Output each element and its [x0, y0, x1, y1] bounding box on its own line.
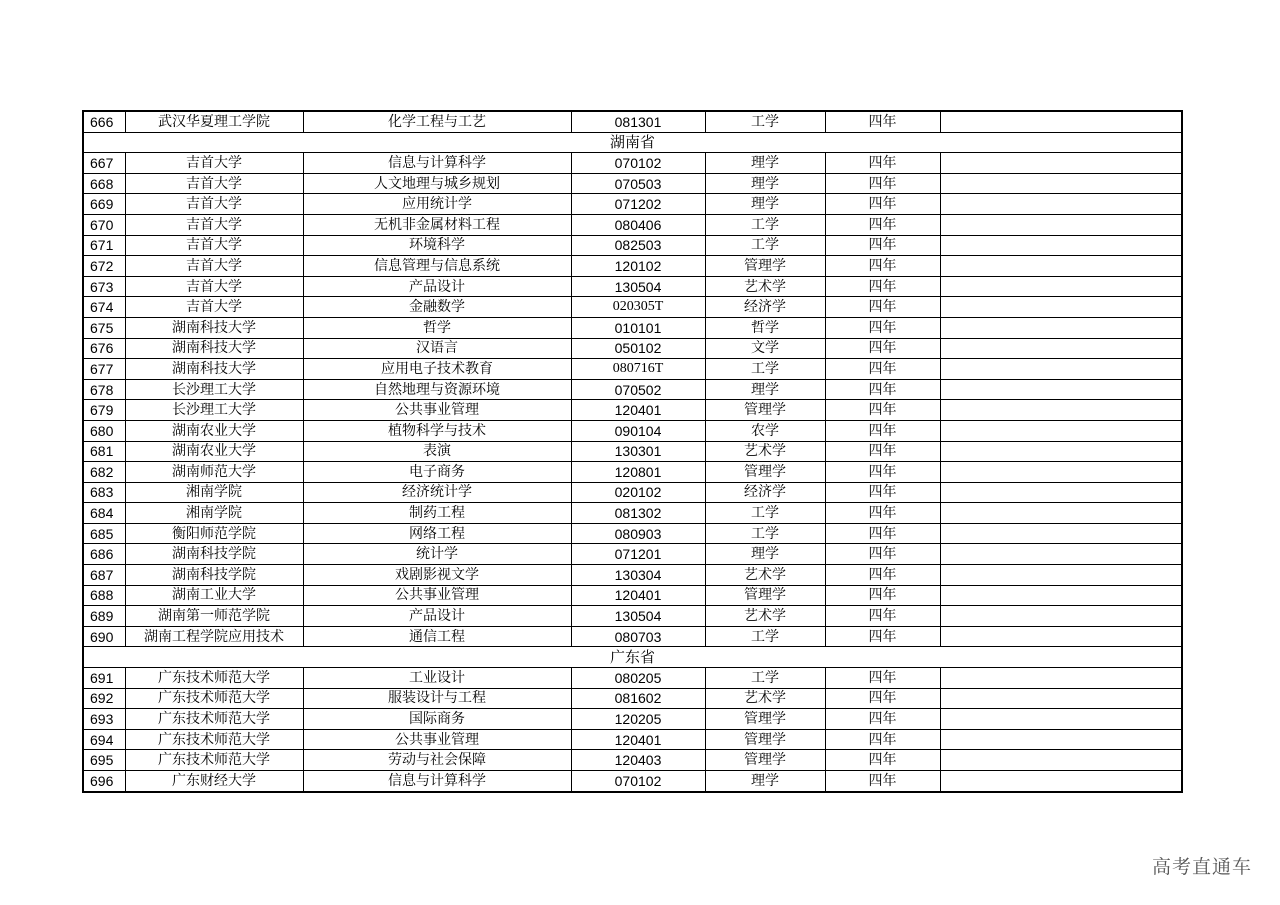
major-code: 081602	[571, 688, 705, 709]
study-duration: 四年	[825, 214, 940, 235]
row-number: 688	[83, 585, 125, 606]
row-number: 677	[83, 359, 125, 380]
school-name: 广东技术师范大学	[125, 688, 303, 709]
discipline-category: 农学	[705, 420, 825, 441]
school-name: 湖南科技大学	[125, 338, 303, 359]
discipline-category: 管理学	[705, 709, 825, 730]
row-number: 668	[83, 173, 125, 194]
remarks-cell	[940, 338, 1182, 359]
table-row	[83, 503, 1182, 524]
table-row	[83, 771, 1182, 792]
discipline-category: 理学	[705, 173, 825, 194]
study-duration: 四年	[825, 317, 940, 338]
major-name: 通信工程	[303, 626, 571, 647]
remarks-cell	[940, 153, 1182, 174]
school-name: 湖南科技学院	[125, 565, 303, 586]
major-name: 应用统计学	[303, 194, 571, 215]
study-duration: 四年	[825, 379, 940, 400]
discipline-category: 工学	[705, 214, 825, 235]
major-name: 信息与计算科学	[303, 153, 571, 174]
school-name: 长沙理工大学	[125, 400, 303, 421]
major-name: 经济统计学	[303, 482, 571, 503]
major-code: 120102	[571, 256, 705, 277]
row-number: 693	[83, 709, 125, 730]
remarks-cell	[940, 585, 1182, 606]
remarks-cell	[940, 400, 1182, 421]
remarks-cell	[940, 420, 1182, 441]
study-duration: 四年	[825, 626, 940, 647]
discipline-category: 哲学	[705, 317, 825, 338]
remarks-cell	[940, 688, 1182, 709]
study-duration: 四年	[825, 688, 940, 709]
major-code: 070502	[571, 379, 705, 400]
school-name: 广东技术师范大学	[125, 750, 303, 771]
major-name: 哲学	[303, 317, 571, 338]
discipline-category: 理学	[705, 544, 825, 565]
major-code: 080205	[571, 668, 705, 689]
table-body	[83, 111, 1182, 792]
major-code: 010101	[571, 317, 705, 338]
major-code: 080716T	[571, 359, 705, 380]
discipline-category: 经济学	[705, 297, 825, 318]
row-number: 694	[83, 729, 125, 750]
major-name: 电子商务	[303, 462, 571, 483]
study-duration: 四年	[825, 523, 940, 544]
discipline-category: 艺术学	[705, 441, 825, 462]
major-name: 网络工程	[303, 523, 571, 544]
table-row	[83, 523, 1182, 544]
study-duration: 四年	[825, 111, 940, 132]
row-number: 666	[83, 111, 125, 132]
discipline-category: 理学	[705, 194, 825, 215]
major-code: 050102	[571, 338, 705, 359]
major-code: 080406	[571, 214, 705, 235]
table-row	[83, 153, 1182, 174]
discipline-category: 工学	[705, 668, 825, 689]
major-name: 产品设计	[303, 606, 571, 627]
school-name: 吉首大学	[125, 297, 303, 318]
major-name: 制药工程	[303, 503, 571, 524]
row-number: 696	[83, 771, 125, 792]
row-number: 686	[83, 544, 125, 565]
remarks-cell	[940, 626, 1182, 647]
table-row	[83, 400, 1182, 421]
major-code: 081301	[571, 111, 705, 132]
study-duration: 四年	[825, 565, 940, 586]
study-duration: 四年	[825, 771, 940, 792]
major-name: 国际商务	[303, 709, 571, 730]
study-duration: 四年	[825, 256, 940, 277]
row-number: 674	[83, 297, 125, 318]
study-duration: 四年	[825, 482, 940, 503]
major-name: 服装设计与工程	[303, 688, 571, 709]
row-number: 690	[83, 626, 125, 647]
major-code: 130301	[571, 441, 705, 462]
table-row	[83, 276, 1182, 297]
table-row	[83, 585, 1182, 606]
discipline-category: 管理学	[705, 729, 825, 750]
major-name: 公共事业管理	[303, 400, 571, 421]
remarks-cell	[940, 523, 1182, 544]
major-code: 081302	[571, 503, 705, 524]
discipline-category: 工学	[705, 523, 825, 544]
remarks-cell	[940, 359, 1182, 380]
major-name: 自然地理与资源环境	[303, 379, 571, 400]
province-header-row	[83, 132, 1182, 153]
school-name: 长沙理工大学	[125, 379, 303, 400]
major-code: 020305T	[571, 297, 705, 318]
major-code: 120403	[571, 750, 705, 771]
remarks-cell	[940, 235, 1182, 256]
major-name: 金融数学	[303, 297, 571, 318]
table-row	[83, 235, 1182, 256]
major-code: 130504	[571, 606, 705, 627]
remarks-cell	[940, 256, 1182, 277]
school-name: 广东技术师范大学	[125, 729, 303, 750]
study-duration: 四年	[825, 297, 940, 318]
major-name: 戏剧影视文学	[303, 565, 571, 586]
remarks-cell	[940, 482, 1182, 503]
remarks-cell	[940, 544, 1182, 565]
remarks-cell	[940, 441, 1182, 462]
major-code: 070102	[571, 153, 705, 174]
row-number: 675	[83, 317, 125, 338]
row-number: 670	[83, 214, 125, 235]
study-duration: 四年	[825, 276, 940, 297]
table-row	[83, 173, 1182, 194]
table-row	[83, 256, 1182, 277]
study-duration: 四年	[825, 359, 940, 380]
discipline-category: 工学	[705, 111, 825, 132]
discipline-category: 艺术学	[705, 688, 825, 709]
school-name: 吉首大学	[125, 256, 303, 277]
row-number: 671	[83, 235, 125, 256]
row-number: 691	[83, 668, 125, 689]
major-code: 130504	[571, 276, 705, 297]
school-name: 湖南师范大学	[125, 462, 303, 483]
discipline-category: 艺术学	[705, 606, 825, 627]
school-name: 湘南学院	[125, 482, 303, 503]
table-row	[83, 709, 1182, 730]
major-name: 公共事业管理	[303, 585, 571, 606]
table-row	[83, 214, 1182, 235]
study-duration: 四年	[825, 173, 940, 194]
row-number: 673	[83, 276, 125, 297]
major-code: 020102	[571, 482, 705, 503]
remarks-cell	[940, 503, 1182, 524]
discipline-category: 工学	[705, 359, 825, 380]
table-row	[83, 111, 1182, 132]
row-number: 682	[83, 462, 125, 483]
table-row	[83, 462, 1182, 483]
major-name: 人文地理与城乡规划	[303, 173, 571, 194]
table-row	[83, 317, 1182, 338]
table-row	[83, 729, 1182, 750]
major-code: 082503	[571, 235, 705, 256]
school-name: 湖南农业大学	[125, 420, 303, 441]
major-name: 表演	[303, 441, 571, 462]
remarks-cell	[940, 771, 1182, 792]
study-duration: 四年	[825, 544, 940, 565]
major-code: 070102	[571, 771, 705, 792]
remarks-cell	[940, 194, 1182, 215]
row-number: 672	[83, 256, 125, 277]
school-name: 湖南工业大学	[125, 585, 303, 606]
study-duration: 四年	[825, 668, 940, 689]
row-number: 678	[83, 379, 125, 400]
table-row	[83, 626, 1182, 647]
study-duration: 四年	[825, 750, 940, 771]
row-number: 669	[83, 194, 125, 215]
discipline-category: 管理学	[705, 462, 825, 483]
major-code: 071202	[571, 194, 705, 215]
discipline-category: 管理学	[705, 750, 825, 771]
province-header-row	[83, 647, 1182, 668]
school-name: 湘南学院	[125, 503, 303, 524]
row-number: 667	[83, 153, 125, 174]
row-number: 685	[83, 523, 125, 544]
major-name: 信息管理与信息系统	[303, 256, 571, 277]
row-number: 695	[83, 750, 125, 771]
major-code: 120401	[571, 729, 705, 750]
study-duration: 四年	[825, 709, 940, 730]
study-duration: 四年	[825, 153, 940, 174]
discipline-category: 艺术学	[705, 276, 825, 297]
school-name: 湖南农业大学	[125, 441, 303, 462]
school-name: 吉首大学	[125, 214, 303, 235]
remarks-cell	[940, 462, 1182, 483]
table-row	[83, 420, 1182, 441]
table-row	[83, 297, 1182, 318]
remarks-cell	[940, 709, 1182, 730]
row-number: 684	[83, 503, 125, 524]
table-row	[83, 606, 1182, 627]
major-code: 130304	[571, 565, 705, 586]
remarks-cell	[940, 729, 1182, 750]
study-duration: 四年	[825, 503, 940, 524]
major-code: 070503	[571, 173, 705, 194]
school-name: 湖南第一师范学院	[125, 606, 303, 627]
study-duration: 四年	[825, 420, 940, 441]
row-number: 692	[83, 688, 125, 709]
discipline-category: 管理学	[705, 400, 825, 421]
school-name: 广东技术师范大学	[125, 709, 303, 730]
major-code: 090104	[571, 420, 705, 441]
study-duration: 四年	[825, 194, 940, 215]
discipline-category: 理学	[705, 379, 825, 400]
remarks-cell	[940, 111, 1182, 132]
discipline-category: 理学	[705, 771, 825, 792]
table-row	[83, 338, 1182, 359]
watermark-text: 高考直通车	[1151, 856, 1252, 878]
remarks-cell	[940, 606, 1182, 627]
study-duration: 四年	[825, 585, 940, 606]
school-name: 湖南科技大学	[125, 317, 303, 338]
school-name: 广东技术师范大学	[125, 668, 303, 689]
table-row	[83, 668, 1182, 689]
table-row	[83, 194, 1182, 215]
school-name: 吉首大学	[125, 173, 303, 194]
row-number: 687	[83, 565, 125, 586]
remarks-cell	[940, 297, 1182, 318]
remarks-cell	[940, 668, 1182, 689]
major-name: 工业设计	[303, 668, 571, 689]
table-row	[83, 441, 1182, 462]
major-name: 无机非金属材料工程	[303, 214, 571, 235]
table-row	[83, 482, 1182, 503]
major-name: 产品设计	[303, 276, 571, 297]
discipline-category: 工学	[705, 235, 825, 256]
discipline-category: 工学	[705, 503, 825, 524]
school-name: 广东财经大学	[125, 771, 303, 792]
major-code: 120801	[571, 462, 705, 483]
major-name: 化学工程与工艺	[303, 111, 571, 132]
study-duration: 四年	[825, 729, 940, 750]
remarks-cell	[940, 379, 1182, 400]
discipline-category: 理学	[705, 153, 825, 174]
discipline-category: 管理学	[705, 585, 825, 606]
province-name: 广东省	[83, 647, 1182, 668]
table-row	[83, 379, 1182, 400]
remarks-cell	[940, 173, 1182, 194]
major-code: 120401	[571, 585, 705, 606]
study-duration: 四年	[825, 441, 940, 462]
remarks-cell	[940, 317, 1182, 338]
major-name: 公共事业管理	[303, 729, 571, 750]
remarks-cell	[940, 565, 1182, 586]
table-row	[83, 544, 1182, 565]
row-number: 680	[83, 420, 125, 441]
school-name: 吉首大学	[125, 235, 303, 256]
discipline-category: 艺术学	[705, 565, 825, 586]
major-name: 信息与计算科学	[303, 771, 571, 792]
school-name: 吉首大学	[125, 194, 303, 215]
discipline-category: 经济学	[705, 482, 825, 503]
school-name: 武汉华夏理工学院	[125, 111, 303, 132]
major-code: 120401	[571, 400, 705, 421]
major-name: 植物科学与技术	[303, 420, 571, 441]
row-number: 683	[83, 482, 125, 503]
table-row	[83, 359, 1182, 380]
table-row	[83, 565, 1182, 586]
remarks-cell	[940, 750, 1182, 771]
discipline-category: 工学	[705, 626, 825, 647]
major-code: 080703	[571, 626, 705, 647]
major-name: 应用电子技术教育	[303, 359, 571, 380]
discipline-category: 文学	[705, 338, 825, 359]
row-number: 679	[83, 400, 125, 421]
province-name: 湖南省	[83, 132, 1182, 153]
school-name: 吉首大学	[125, 153, 303, 174]
table-row	[83, 688, 1182, 709]
discipline-category: 管理学	[705, 256, 825, 277]
school-name: 湖南科技大学	[125, 359, 303, 380]
school-name: 湖南工程学院应用技术	[125, 626, 303, 647]
study-duration: 四年	[825, 235, 940, 256]
major-code: 080903	[571, 523, 705, 544]
row-number: 676	[83, 338, 125, 359]
major-name: 汉语言	[303, 338, 571, 359]
row-number: 681	[83, 441, 125, 462]
row-number: 689	[83, 606, 125, 627]
study-duration: 四年	[825, 462, 940, 483]
remarks-cell	[940, 214, 1182, 235]
study-duration: 四年	[825, 338, 940, 359]
school-name: 衡阳师范学院	[125, 523, 303, 544]
school-name: 吉首大学	[125, 276, 303, 297]
school-name: 湖南科技学院	[125, 544, 303, 565]
major-name: 劳动与社会保障	[303, 750, 571, 771]
major-list-table	[82, 110, 1183, 793]
study-duration: 四年	[825, 400, 940, 421]
table-row	[83, 750, 1182, 771]
major-name: 统计学	[303, 544, 571, 565]
study-duration: 四年	[825, 606, 940, 627]
major-code: 120205	[571, 709, 705, 730]
major-code: 071201	[571, 544, 705, 565]
major-name: 环境科学	[303, 235, 571, 256]
remarks-cell	[940, 276, 1182, 297]
